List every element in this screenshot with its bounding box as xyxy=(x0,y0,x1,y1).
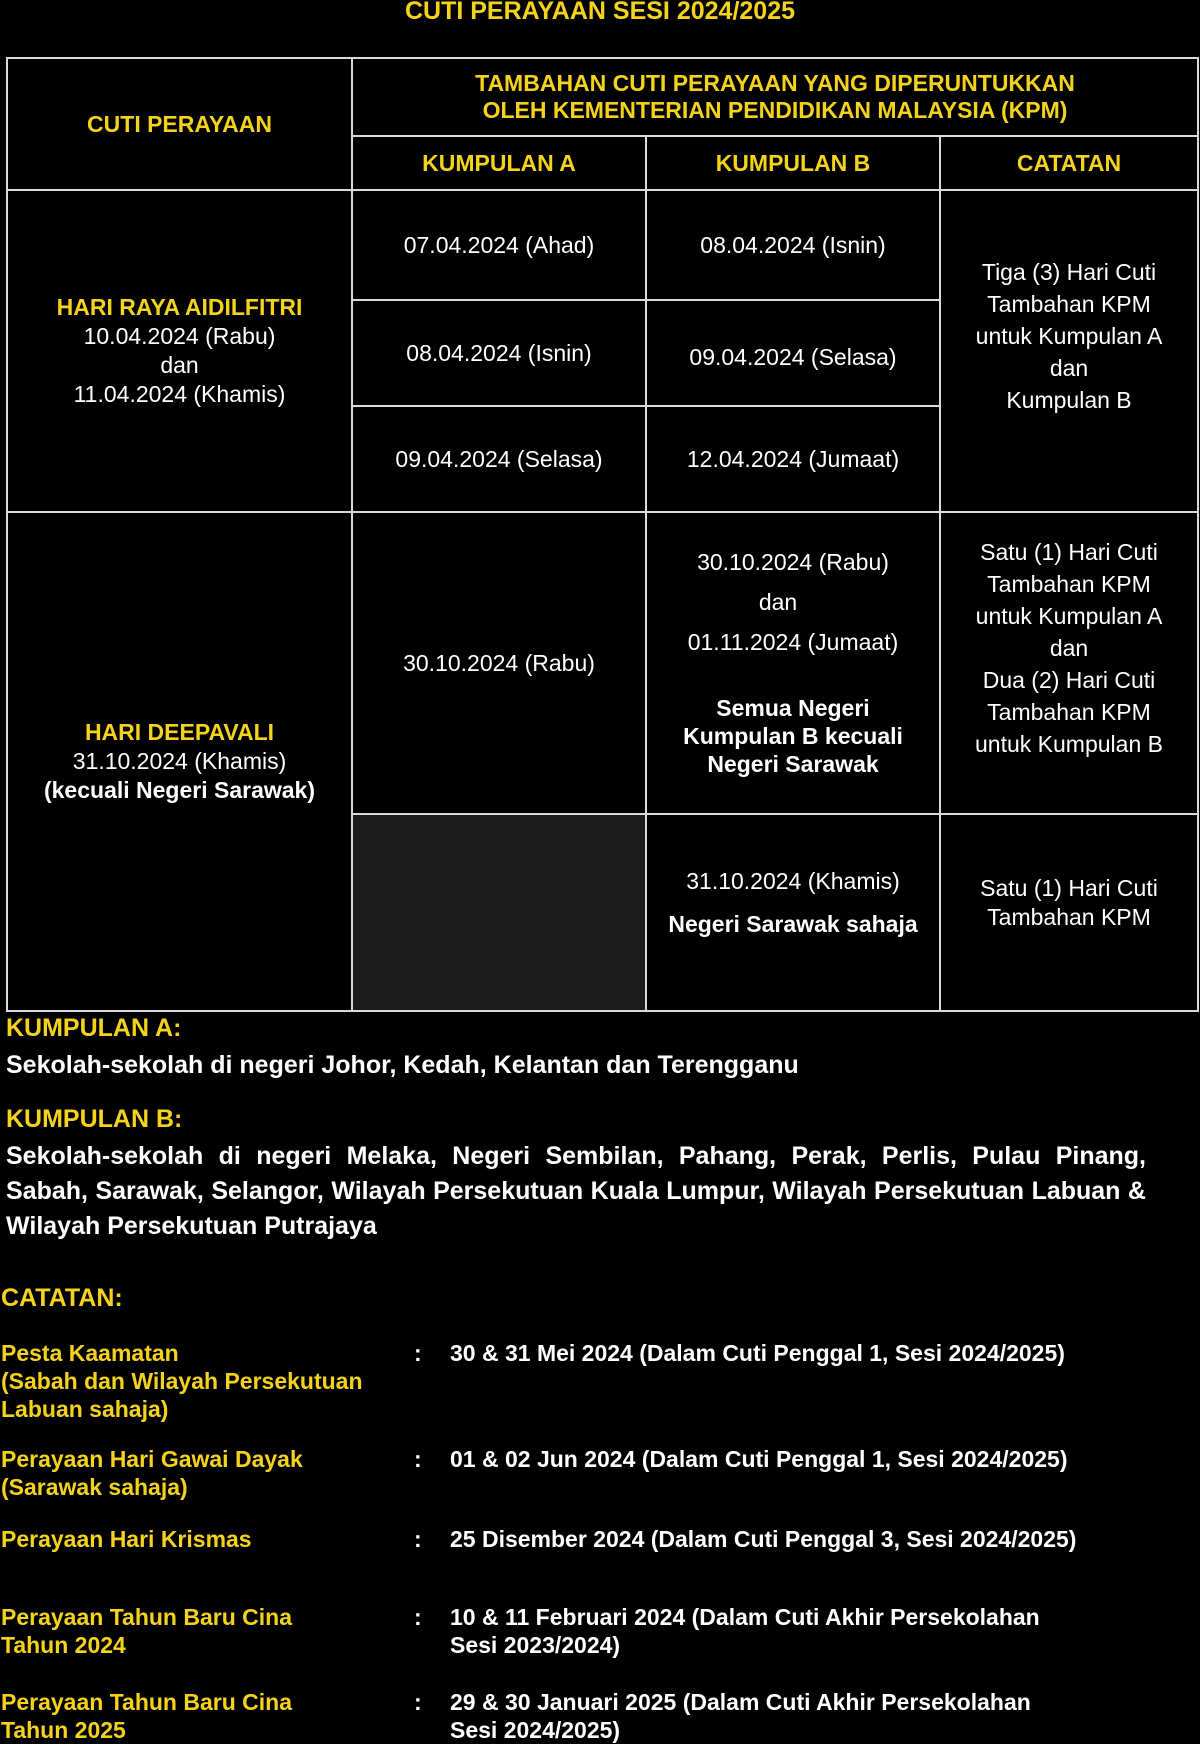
header-group-a xyxy=(351,135,647,191)
deepavali-b-row1-date2: 01.11.2024 (Jumaat) xyxy=(687,629,899,655)
catatan-label-line: Perayaan Hari Krismas xyxy=(1,1526,252,1552)
deepavali-note1-line: Dua (2) Hari Cuti xyxy=(982,667,1156,693)
aidilfitri-a-row1 xyxy=(351,189,647,301)
header-group-b xyxy=(645,135,941,191)
group-a-title: KUMPULAN A: xyxy=(6,1014,182,1042)
catatan-item-value xyxy=(450,1339,1170,1367)
catatan-title: CATATAN: xyxy=(1,1284,123,1312)
aidilfitri-a-row2 xyxy=(351,299,647,407)
catatan-colon: : xyxy=(414,1604,422,1630)
catatan-label-line: Labuan sahaja) xyxy=(1,1396,169,1422)
catatan-item-value xyxy=(450,1603,1170,1659)
aidilfitri-date1: 10.04.2024 (Rabu) xyxy=(83,323,276,349)
catatan-item-value xyxy=(450,1445,1170,1473)
header-festival-label: CUTI PERAYAAN xyxy=(87,110,272,137)
aidilfitri-note-line: Tambahan KPM xyxy=(987,291,1151,317)
deepavali-note-row2 xyxy=(939,813,1199,1012)
aidilfitri-note-line: untuk Kumpulan A xyxy=(975,323,1163,349)
header-notes xyxy=(939,135,1199,191)
aidilfitri-b-row1-text: 08.04.2024 (Isnin) xyxy=(700,231,886,258)
catatan-item-value xyxy=(450,1525,1170,1553)
aidilfitri-a-row3-text: 09.04.2024 (Selasa) xyxy=(395,445,603,472)
header-group-b-label: KUMPULAN B xyxy=(715,149,871,176)
page-title: CUTI PERAYAAN SESI 2024/2025 xyxy=(404,0,795,25)
holiday-table xyxy=(6,57,1199,1012)
header-group-a-label: KUMPULAN A xyxy=(422,149,576,176)
catatan-item-label xyxy=(1,1525,411,1553)
deepavali-b-row1-date1: 30.10.2024 (Rabu) xyxy=(697,549,889,575)
deepavali-note1-line: Tambahan KPM xyxy=(987,571,1151,597)
catatan-value-line: 30 & 31 Mei 2024 (Dalam Cuti Penggal 1, Sesi 2024/2025) xyxy=(450,1340,1065,1366)
catatan-label-line: Perayaan Tahun Baru Cina xyxy=(1,1604,292,1630)
catatan-item-value xyxy=(450,1688,1170,1744)
deepavali-a-row1 xyxy=(351,511,647,815)
catatan-label-line: (Sabah dan Wilayah Persekutuan xyxy=(1,1368,363,1394)
aidilfitri-b-row2-text: 09.04.2024 (Selasa) xyxy=(689,343,897,370)
catatan-value-line: 25 Disember 2024 (Dalam Cuti Penggal 3, Sesi 2024/2025) xyxy=(450,1526,1077,1552)
deepavali-b-row1-conj: dan xyxy=(758,589,798,615)
aidilfitri-b-row3-text: 12.04.2024 (Jumaat) xyxy=(686,445,900,472)
header-additional-line2: OLEH KEMENTERIAN PENDIDIKAN MALAYSIA (KPM) xyxy=(482,97,1068,123)
catatan-value-line: 01 & 02 Jun 2024 (Dalam Cuti Penggal 1, Sesi 2024/2025) xyxy=(450,1446,1068,1472)
catatan-colon: : xyxy=(414,1340,422,1366)
deepavali-exception: (kecuali Negeri Sarawak) xyxy=(43,777,316,803)
aidilfitri-b-row3 xyxy=(645,405,941,513)
deepavali-name: HARI DEEPAVALI xyxy=(84,719,275,745)
deepavali-b-row1-scope: Negeri Sarawak xyxy=(707,751,879,777)
deepavali-note1-line: dan xyxy=(1049,635,1089,661)
deepavali-note-row1 xyxy=(939,511,1199,815)
catatan-item-label xyxy=(1,1688,411,1744)
catatan-value-line: Sesi 2024/2025) xyxy=(450,1717,621,1743)
aidilfitri-festival-cell xyxy=(6,189,353,513)
deepavali-date: 31.10.2024 (Khamis) xyxy=(72,748,287,774)
header-additional xyxy=(351,57,1199,137)
aidilfitri-b-row1 xyxy=(645,189,941,301)
catatan-item-label xyxy=(1,1445,411,1501)
header-festival xyxy=(6,57,353,191)
catatan-item-label xyxy=(1,1603,411,1659)
catatan-label-line: Perayaan Tahun Baru Cina xyxy=(1,1689,292,1715)
aidilfitri-note-cell xyxy=(939,189,1199,513)
header-notes-label: CATATAN xyxy=(1016,149,1122,176)
deepavali-b-row1-scope: Kumpulan B kecuali xyxy=(683,723,903,749)
deepavali-b-row1-scope: Semua Negeri xyxy=(716,695,870,721)
aidilfitri-a-row1-text: 07.04.2024 (Ahad) xyxy=(403,231,595,258)
deepavali-a-row1-text: 30.10.2024 (Rabu) xyxy=(403,649,595,676)
deepavali-festival-cell xyxy=(6,511,353,1012)
aidilfitri-name: HARI RAYA AIDILFITRI xyxy=(56,294,303,320)
header-additional-line1: TAMBAHAN CUTI PERAYAAN YANG DIPERUNTUKKAN xyxy=(475,70,1075,96)
aidilfitri-a-row3 xyxy=(351,405,647,513)
catatan-label-line: Tahun 2024 xyxy=(1,1632,126,1658)
catatan-colon: : xyxy=(414,1526,422,1552)
aidilfitri-note-line: dan xyxy=(1049,355,1089,381)
catatan-label-line: Tahun 2025 xyxy=(1,1717,126,1743)
deepavali-note2-line: Satu (1) Hari Cuti xyxy=(980,874,1158,901)
deepavali-note1-line: Satu (1) Hari Cuti xyxy=(980,539,1158,565)
catatan-colon: : xyxy=(414,1446,422,1472)
deepavali-note2-line: Tambahan KPM xyxy=(987,903,1151,930)
group-a-body: Sekolah-sekolah di negeri Johor, Kedah, Kelantan dan Terengganu xyxy=(6,1051,799,1079)
deepavali-b-row1 xyxy=(645,511,941,815)
aidilfitri-date2: 11.04.2024 (Khamis) xyxy=(73,381,286,407)
aidilfitri-a-row2-text: 08.04.2024 (Isnin) xyxy=(406,339,592,366)
aidilfitri-conj: dan xyxy=(160,352,199,378)
catatan-label-line: (Sarawak sahaja) xyxy=(1,1474,188,1500)
deepavali-note1-line: untuk Kumpulan A xyxy=(975,603,1163,629)
deepavali-a-row2-empty xyxy=(351,813,647,1012)
catatan-label-line: Perayaan Hari Gawai Dayak xyxy=(1,1446,303,1472)
deepavali-note1-line: untuk Kumpulan B xyxy=(975,731,1163,757)
catatan-value-line: 29 & 30 Januari 2025 (Dalam Cuti Akhir Persekolahan xyxy=(450,1689,1031,1715)
aidilfitri-b-row2 xyxy=(645,299,941,407)
group-b-title: KUMPULAN B: xyxy=(6,1105,183,1133)
catatan-value-line: 10 & 11 Februari 2024 (Dalam Cuti Akhir Persekolahan xyxy=(450,1604,1040,1630)
group-b-body: Sekolah-sekolah di negeri Melaka, Negeri Sembilan, Pahang, Perak, Perlis, Pulau Pinang, Sabah, Sarawak, Selangor, Wilayah Persekutuan Kuala Lumpur, Wilayah Persekutuan Labuan & Wilayah Persekutuan Putrajaya xyxy=(6,1142,1146,1240)
catatan-value-line: Sesi 2023/2024) xyxy=(450,1632,621,1658)
deepavali-b-row2-date: 31.10.2024 (Khamis) xyxy=(686,867,900,894)
catatan-label-line: Pesta Kaamatan xyxy=(1,1340,179,1366)
deepavali-b-row2-scope: Negeri Sarawak sahaja xyxy=(668,910,918,937)
aidilfitri-note-line: Tiga (3) Hari Cuti xyxy=(981,259,1157,285)
aidilfitri-note-line: Kumpulan B xyxy=(1006,387,1132,413)
deepavali-b-row2 xyxy=(645,813,941,1012)
catatan-item-label xyxy=(1,1339,411,1423)
catatan-colon: : xyxy=(414,1689,422,1715)
deepavali-note1-line: Tambahan KPM xyxy=(987,699,1151,725)
